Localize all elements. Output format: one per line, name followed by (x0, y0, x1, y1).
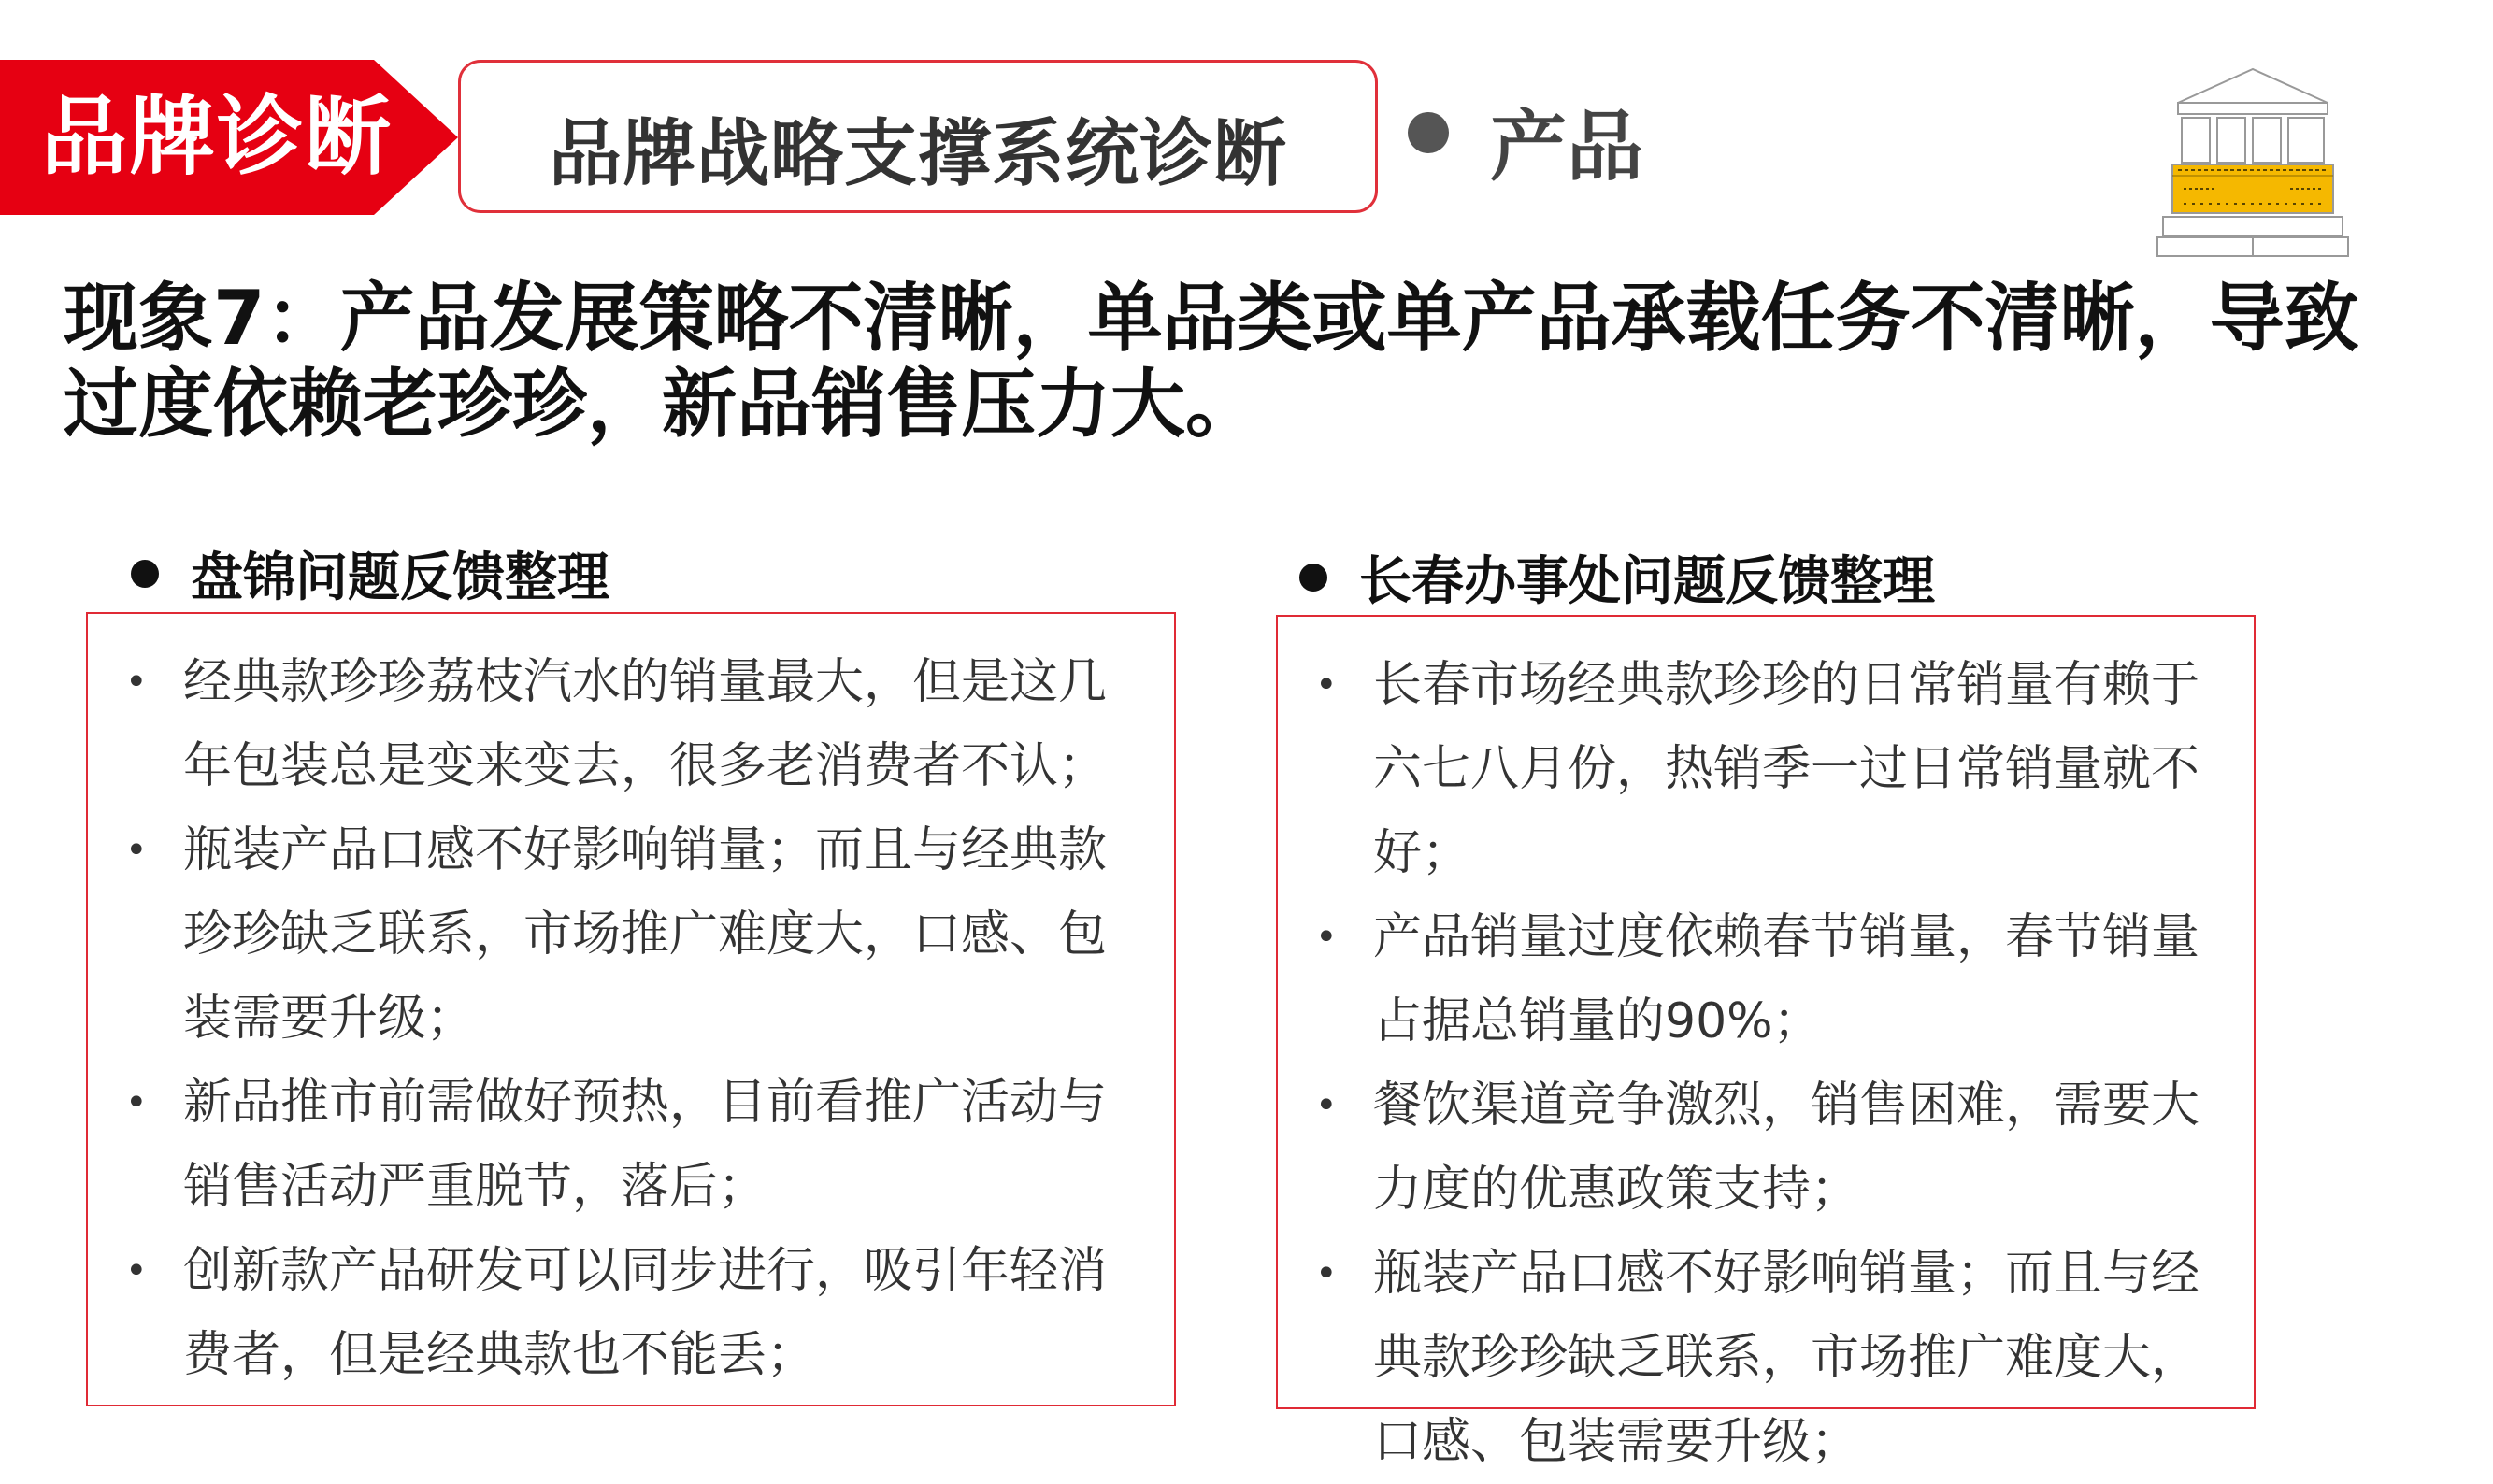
bullet-icon: • (1315, 916, 1338, 959)
left-panel-heading (131, 536, 609, 611)
list-item: • 新品推市前需做好预热，目前看推广活动与销售活动严重脱节，落后； (108, 1061, 1110, 1229)
section-tag: 品牌诊断 (41, 87, 394, 187)
brand-strategy-building-icon (2150, 65, 2356, 262)
slide-title: 品牌战略支撑系统诊断 (548, 112, 1287, 196)
list-item: • 瓶装产品口感不好影响销量；而且与经典款珍珍缺乏联系，市场推广难度大，口感、包装需要升级； (108, 808, 1110, 1061)
bullet-dot-icon (131, 560, 159, 588)
bullet-icon: • (125, 1081, 148, 1124)
right-feedback-panel (1276, 615, 2256, 1470)
right-panel-heading-text: 长春办事处问题反馈整理 (1359, 551, 1935, 612)
list-item: • 产品销量过度依赖春节销量，春节销量占据总销量的90%； (1298, 895, 2222, 1063)
list-item: • 创新款产品研发可以同步进行，吸引年轻消费者，但是经典款也不能丢； (108, 1229, 1110, 1397)
slide-title-box (458, 60, 1378, 213)
left-panel-heading-text: 盘锦问题反馈整理 (191, 548, 609, 608)
list-item: • 长春市场经典款珍珍的日常销量有赖于六七八月份，热销季一过日常销量就不好； (1298, 643, 2222, 895)
category-label: 产品 (1490, 103, 1644, 192)
headline: 现象7：产品发展策略不清晰，单品类或单产品承载任务不清晰，导致过度依赖老珍珍，新品销售压力大。 (64, 275, 2359, 448)
left-feedback-panel (86, 612, 1176, 1406)
bullet-icon: • (125, 829, 148, 872)
right-panel-heading (1299, 540, 1935, 615)
bullet-icon: • (1315, 1252, 1338, 1295)
bullet-icon: • (1315, 1084, 1338, 1127)
bullet-dot-icon (1299, 564, 1327, 592)
list-item: • 经典款珍珍荔枝汽水的销量最大，但是这几年包装总是变来变去，很多老消费者不认； (108, 640, 1110, 808)
category-bullet-icon (1408, 112, 1449, 153)
bullet-icon: • (125, 661, 148, 704)
bullet-icon: • (1315, 664, 1338, 706)
list-item: • 餐饮渠道竞争激烈，销售困难，需要大力度的优惠政策支持； (1298, 1063, 2222, 1232)
list-item: • 瓶装产品口感不好影响销量；而且与经典款珍珍缺乏联系，市场推广难度大，口感、包装需要升级； (1298, 1232, 2222, 1484)
bullet-icon: • (125, 1249, 148, 1292)
